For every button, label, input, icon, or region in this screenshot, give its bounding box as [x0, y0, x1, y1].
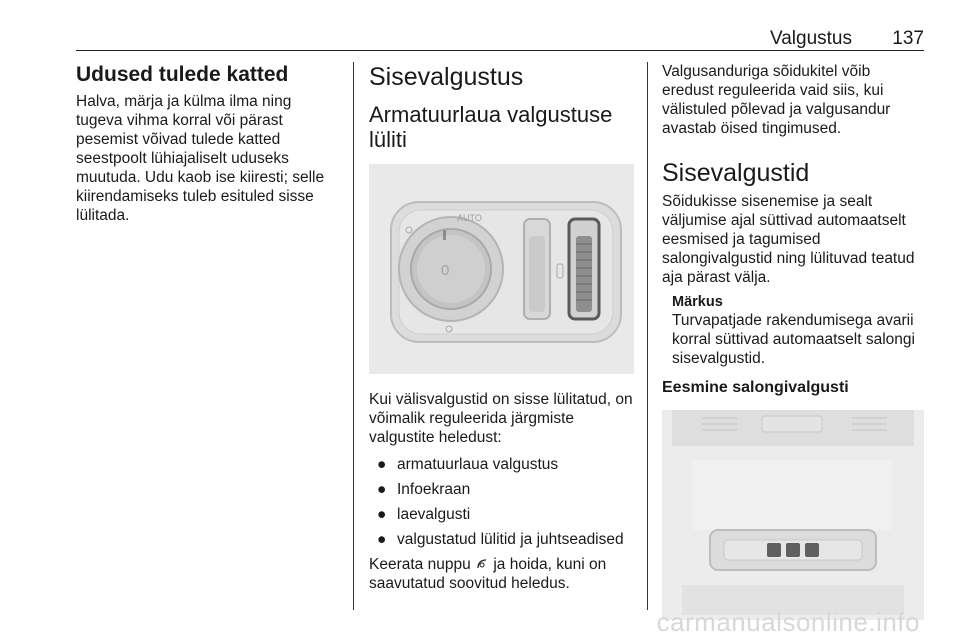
- column-divider: [647, 62, 648, 610]
- heading-fogged-covers: Udused tulede katted: [76, 63, 289, 86]
- column-3: [662, 62, 924, 620]
- paragraph-light-sensor: Valgusanduriga sõidukitel võib eredust reguleerida vaid siis, kui välistuled põlevad ja valgusandur avastab öised tingimused.: [662, 63, 891, 137]
- heading-interior-lights: Sisevalgustid: [662, 159, 810, 187]
- column-divider: [353, 62, 354, 610]
- section-title: Valgustus: [769, 28, 852, 49]
- heading-front-courtesy-light: Eesmine salongivalgusti: [662, 379, 849, 396]
- list-item: ● laevalgusti: [377, 506, 471, 523]
- courtesy-light-illustration: [662, 410, 924, 620]
- heading-interior-lighting: Sisevalgustus: [369, 63, 524, 91]
- page-header: [76, 26, 924, 51]
- column-2: [369, 62, 634, 593]
- auto-label: AUTO: [457, 213, 482, 223]
- page-number: 137: [892, 28, 924, 49]
- light-switch-illustration: [369, 164, 634, 374]
- zero-label: 0: [441, 262, 450, 279]
- courtesy-light-figure: [662, 410, 924, 620]
- list-item: ● armatuurlaua valgustus: [377, 456, 559, 473]
- note-text: Turvapatjade rakendumisega avarii korral süttivad automaatselt salongi sisevalgustid.: [672, 312, 915, 367]
- note-box: [662, 293, 924, 368]
- column-1: [76, 62, 342, 225]
- paragraph-intro: Kui välisvalgustid on sisse lülitatud, on võimalik reguleerida järgmiste valgustite heledust:: [369, 391, 633, 446]
- paragraph-fogged-covers: Halva, märja ja külma ilma ning tugeva vihma korral või pärast pesemist võivad tulede katted seestpoolt lühiajaliselt uduseks muutuda. Udu kaob ise kiiresti; selle kiirendamiseks tuleb esituled sisse lülitada.: [76, 93, 325, 224]
- list-item: ● Infoekraan: [377, 481, 471, 498]
- note-label: Märkus: [672, 294, 723, 310]
- paragraph-interior-lights: Sõidukisse sisenemise ja sealt väljumise ajal süttivad automaatselt eesmised ja tagumised salongivalgustid ning lülituvad teatud aja pärast välja.: [662, 193, 915, 286]
- brightness-list: [369, 455, 634, 549]
- paragraph-turn-knob: Keerata nuppu ja hoida, kuni on saavutatud soovitud heledus.: [369, 556, 607, 592]
- heading-dashboard-switch: Armatuurlaua valgustuse lüliti: [369, 102, 613, 152]
- list-item: ● valgustatud lülitid ja juhtseadised: [377, 531, 624, 548]
- watermark: carmanualsonline.info: [656, 607, 920, 637]
- light-switch-figure: [369, 164, 634, 374]
- dimmer-icon: [475, 557, 489, 571]
